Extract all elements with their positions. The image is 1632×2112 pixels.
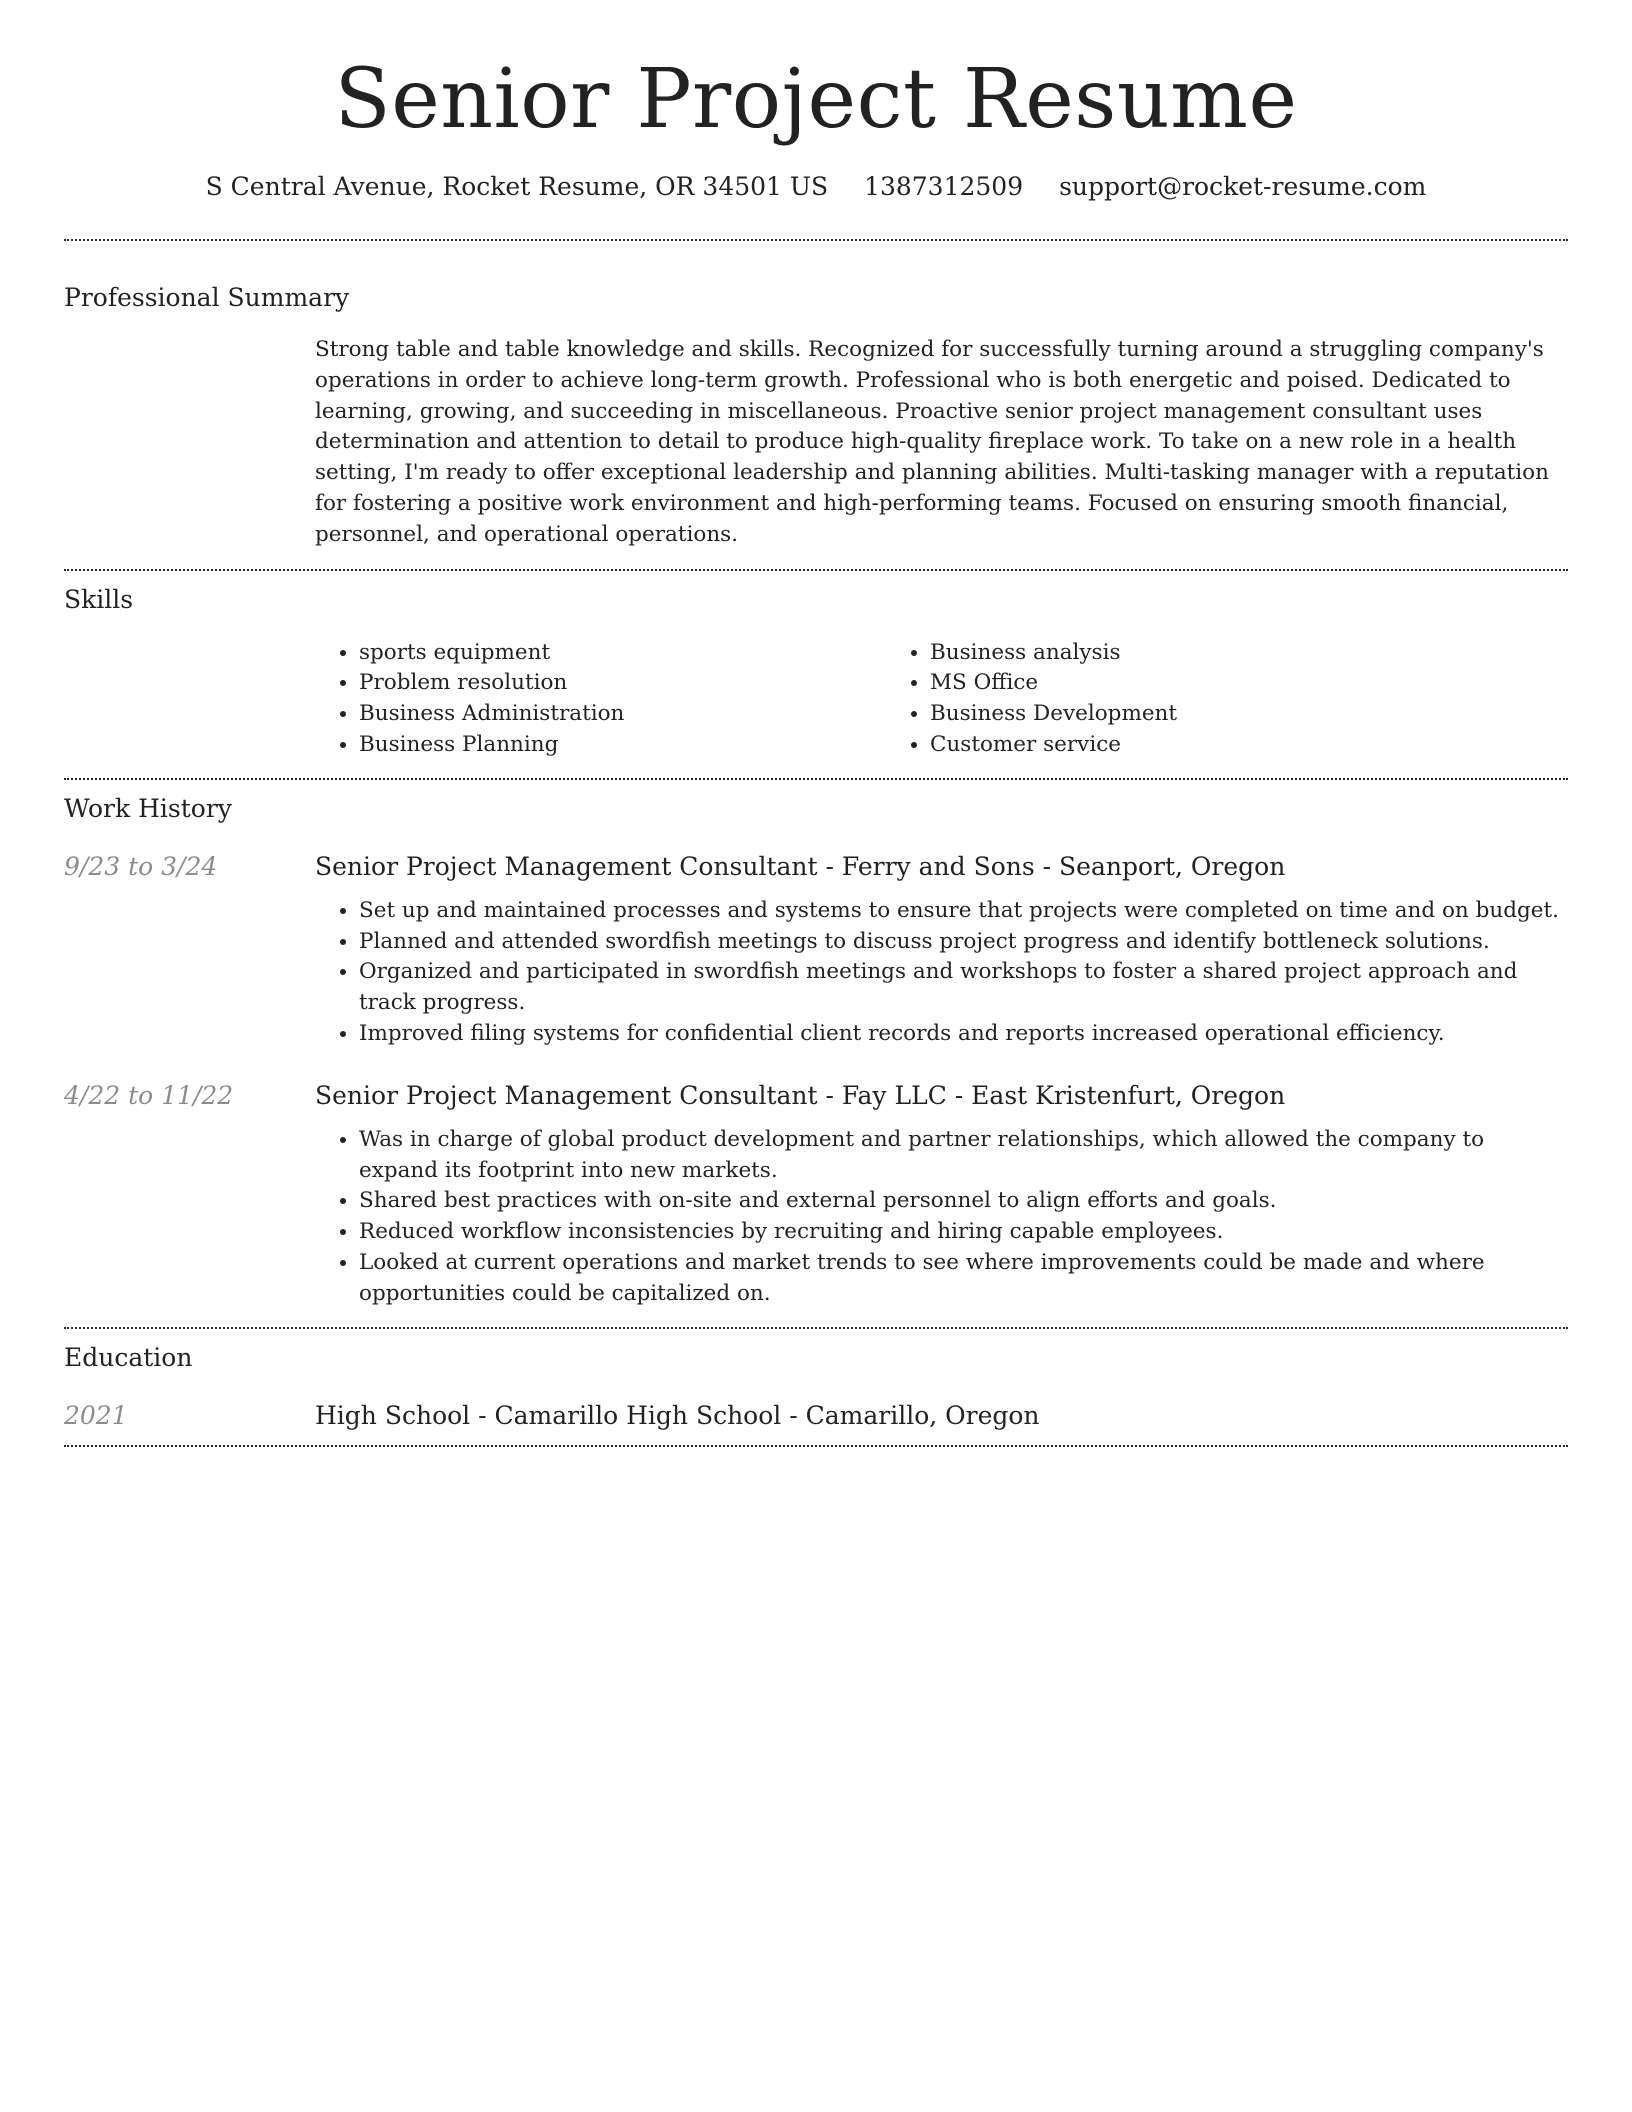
job-bullet: • Reduced workflow inconsistencies by recruiting and hiring capable employees. [359,1217,1568,1248]
education-title: High School - Camarillo High School - Camarillo, Oregon [315,1400,1040,1430]
contact-line [64,170,1568,204]
skill-item: • Business analysis [930,638,1457,669]
job-bullets [315,1125,1568,1310]
contact-email: support@rocket-resume.com [1059,172,1427,201]
contact-address: S Central Avenue, Rocket Resume, OR 34501 US [205,172,829,201]
summary-text: Strong table and table knowledge and skills. Recognized for successfully turning around a struggling company's operations in order to achieve long-term growth. Professional who is both energetic and poised. Dedicated to learning, growing, and succeeding in miscellaneous. Proactive senior project management consultant uses determination and attention to detail to produce high-quality fireplace work. To take on a new role in a health setting, I'm ready to offer exceptional leadership and planning abilities. Multi-tasking manager with a reputation for fostering a positive work environment and high-performing teams. Focused on ensuring smooth financial, personnel, and operational operations. [315,337,1549,547]
contact-phone: 1387312509 [864,172,1024,201]
divider [64,239,1568,241]
skills-heading: Skills [64,584,134,614]
job-entry [64,850,1568,1050]
job-bullet: • Set up and maintained processes and systems to ensure that projects were completed on time and on budget. [359,896,1568,927]
skills-column-right [886,638,1457,761]
job-bullet: • Organized and participated in swordfish meetings and workshops to foster a shared project approach and track progress. [359,957,1568,1019]
skill-item: • MS Office [930,668,1457,699]
job-title: Senior Project Management Consultant - Fay LLC - East Kristenfurt, Oregon [315,1080,1286,1110]
skills-list [315,638,1568,761]
job-title: Senior Project Management Consultant - Ferry and Sons - Seanport, Oregon [315,851,1286,881]
divider [64,1327,1568,1329]
job-bullet: • Looked at current operations and market trends to see where improvements could be made and where opportunities could be capitalized on. [359,1248,1568,1310]
job-bullets [315,896,1568,1050]
job-bullet: • Planned and attended swordfish meetings to discuss project progress and identify bottleneck solutions. [359,927,1568,958]
education-year: 2021 [64,1400,128,1430]
skill-item: • Business Planning [359,730,886,761]
skills-column-left [315,638,886,761]
job-dates: 4/22 to 11/22 [64,1080,234,1110]
summary-heading: Professional Summary [64,283,350,312]
skill-item: • Business Administration [359,699,886,730]
divider [64,1445,1568,1447]
job-header [64,1079,1568,1113]
job-bullet: • Shared best practices with on-site and external personnel to align efforts and goals. [359,1186,1568,1217]
job-bullet: • Improved filing systems for confidential client records and reports increased operational efficiency. [359,1019,1568,1050]
skill-item: • Problem resolution [359,668,886,699]
job-header [64,850,1568,884]
work-history-heading: Work History [64,793,232,823]
divider [64,569,1568,571]
job-bullet: • Was in charge of global product development and partner relationships, which allowed the company to expand its footprint into new markets. [359,1125,1568,1187]
divider [64,778,1568,780]
job-entry [64,1079,1568,1310]
skill-item: • Business Development [930,699,1457,730]
skill-item: • sports equipment [359,638,886,669]
resume-page [64,0,1568,1447]
skill-item: • Customer service [930,730,1457,761]
education-heading: Education [64,1342,193,1372]
job-dates: 9/23 to 3/24 [64,851,218,881]
resume-title: Senior Project Resume [334,52,1298,147]
education-entry [64,1399,1568,1433]
